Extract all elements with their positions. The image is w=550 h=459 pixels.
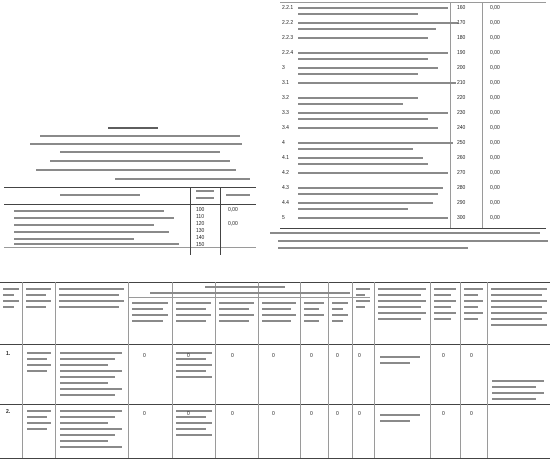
- header-text: [59, 306, 119, 308]
- row-amount: 0,00: [490, 35, 500, 41]
- row-code: 250: [457, 140, 466, 146]
- row-label: [298, 148, 413, 150]
- header-text: [219, 302, 254, 304]
- row-code: 180: [457, 35, 466, 41]
- header-text: [434, 294, 451, 296]
- row-label: [298, 163, 428, 165]
- cell-value: 0: [470, 411, 473, 417]
- header-text: [304, 302, 324, 304]
- cell-value: 0: [358, 411, 361, 417]
- header-text: [132, 302, 168, 304]
- cell-text: [27, 410, 51, 412]
- table-rule: [4, 247, 256, 248]
- column-header-text: [196, 197, 214, 199]
- header-text: [262, 302, 296, 304]
- form-heading-line: [60, 151, 220, 153]
- cell-text: [27, 364, 51, 366]
- cell-text: [60, 422, 108, 424]
- cell-text: [176, 364, 212, 366]
- row-label: [298, 202, 433, 204]
- cell-text: [27, 358, 47, 360]
- row-amount: 0,00: [490, 50, 500, 56]
- cell-text: [176, 416, 206, 418]
- header-text: [378, 306, 421, 308]
- header-text: [26, 306, 46, 308]
- cell-text: [27, 370, 47, 372]
- header-text: [219, 314, 254, 316]
- cell-text: [60, 370, 122, 372]
- cell-value: 0: [231, 411, 234, 417]
- header-text: [491, 300, 547, 302]
- footnote-text: [278, 240, 548, 242]
- row-label: [298, 52, 448, 54]
- row-label: [14, 243, 179, 245]
- cell-value: 0: [336, 353, 339, 359]
- column-header-text: [60, 194, 140, 196]
- row-amount: 0,00: [490, 95, 500, 101]
- row-number: 5: [282, 215, 285, 221]
- header-text: [464, 312, 483, 314]
- cell-text: [176, 434, 212, 436]
- row-label: [14, 217, 174, 219]
- cell-text: [60, 388, 122, 390]
- cell-text: [492, 380, 544, 382]
- row-code: 170: [457, 20, 466, 26]
- cell-text: [60, 394, 115, 396]
- cell-text: [176, 376, 212, 378]
- cell-text: [60, 364, 108, 366]
- row-number: 3.4: [282, 125, 289, 131]
- column-rule: [258, 282, 259, 458]
- cell-text: [27, 428, 47, 430]
- cell-value: 0: [143, 353, 146, 359]
- header-text: [434, 318, 451, 320]
- header-text: [132, 308, 163, 310]
- header-text: [378, 300, 426, 302]
- header-text: [176, 314, 211, 316]
- header-text: [464, 294, 478, 296]
- form-heading-line: [36, 169, 236, 171]
- row-number: 1.: [6, 351, 11, 357]
- row-label: [298, 22, 458, 24]
- row-code: 210: [457, 80, 466, 86]
- row-amount: 0,00: [490, 5, 500, 11]
- row-number: 4.4: [282, 200, 289, 206]
- row-label: [298, 37, 428, 39]
- row-number: 2.2.3: [282, 35, 294, 41]
- header-text: [262, 320, 291, 322]
- row-label: [298, 172, 448, 174]
- row-number: 4: [282, 140, 285, 146]
- header-text: [464, 318, 478, 320]
- row-label: [298, 103, 403, 105]
- form-heading-line: [50, 160, 230, 162]
- cell-text: [60, 416, 115, 418]
- header-text: [176, 302, 211, 304]
- table-border: [128, 297, 370, 298]
- cell-text: [60, 376, 115, 378]
- header-text: [378, 312, 426, 314]
- header-text: [219, 308, 249, 310]
- column-rule: [374, 282, 375, 458]
- column-rule: [172, 282, 173, 458]
- header-text: [132, 314, 168, 316]
- cell-text: [27, 352, 51, 354]
- row-label: [298, 193, 438, 195]
- row-amount: 0,00: [228, 207, 238, 213]
- row-label: [298, 118, 428, 120]
- cell-value: 0: [358, 353, 361, 359]
- table-rule: [4, 204, 256, 205]
- row-label: [298, 127, 438, 129]
- header-text: [464, 300, 483, 302]
- cell-text: [27, 416, 47, 418]
- row-code: 120: [196, 221, 205, 227]
- row-number: 3.3: [282, 110, 289, 116]
- cell-value: 0: [470, 353, 473, 359]
- header-text: [3, 306, 14, 308]
- header-text: [26, 288, 51, 290]
- header-text: [434, 288, 456, 290]
- footnote-text: [270, 232, 540, 234]
- column-rule: [300, 282, 301, 458]
- cell-text: [176, 422, 212, 424]
- row-label: [298, 58, 428, 60]
- header-text: [332, 314, 348, 316]
- column-rule: [430, 282, 431, 458]
- header-text: [464, 288, 483, 290]
- row-amount: 0,00: [490, 185, 500, 191]
- header-text: [176, 320, 206, 322]
- cell-text: [380, 362, 410, 364]
- column-rule: [128, 282, 129, 458]
- row-label: [298, 82, 456, 84]
- header-text: [59, 294, 119, 296]
- row-label: [14, 231, 169, 233]
- row-number: 2.2.4: [282, 50, 294, 56]
- column-header-text: [226, 194, 250, 196]
- row-number: 3.2: [282, 95, 289, 101]
- row-amount: 0,00: [490, 140, 500, 146]
- header-text: [132, 320, 163, 322]
- row-amount: 0,00: [490, 125, 500, 131]
- header-text: [491, 312, 547, 314]
- header-text: [3, 294, 14, 296]
- column-rule: [460, 282, 461, 458]
- row-amount: 0,00: [490, 80, 500, 86]
- header-text: [332, 302, 348, 304]
- row-label: [14, 224, 154, 226]
- cell-value: 0: [187, 411, 190, 417]
- header-text: [434, 306, 451, 308]
- column-rule: [22, 282, 23, 458]
- row-code: 150: [196, 242, 205, 248]
- cell-text: [60, 440, 108, 442]
- row-code: 160: [457, 5, 466, 11]
- header-text: [304, 308, 319, 310]
- group-header: [150, 292, 350, 294]
- table-rule: [280, 2, 546, 3]
- header-text: [356, 306, 365, 308]
- group-header: [205, 286, 285, 288]
- table-rule: [482, 2, 483, 228]
- row-number: 2.: [6, 409, 11, 415]
- row-amount: 0,00: [490, 215, 500, 221]
- cell-value: 0: [231, 353, 234, 359]
- form-heading-line: [108, 127, 158, 129]
- header-text: [3, 300, 19, 302]
- cell-text: [176, 410, 212, 412]
- table-rule: [220, 187, 221, 255]
- cell-value: 0: [143, 411, 146, 417]
- cell-text: [60, 410, 122, 412]
- cell-value: 0: [310, 353, 313, 359]
- cell-text: [27, 422, 51, 424]
- row-amount: 0,00: [490, 65, 500, 71]
- table-border: [0, 404, 550, 405]
- row-code: 290: [457, 200, 466, 206]
- cell-text: [176, 358, 206, 360]
- form-heading-line: [40, 135, 240, 137]
- header-text: [332, 320, 343, 322]
- cell-text: [60, 446, 122, 448]
- row-label: [298, 157, 423, 159]
- header-text: [378, 318, 421, 320]
- header-text: [304, 314, 324, 316]
- row-label: [298, 7, 448, 9]
- column-rule: [352, 282, 353, 458]
- form-heading-line: [115, 178, 250, 180]
- row-label: [298, 67, 438, 69]
- row-number: 4.3: [282, 185, 289, 191]
- header-text: [491, 324, 547, 326]
- column-rule: [215, 282, 216, 458]
- header-text: [219, 320, 249, 322]
- header-text: [491, 318, 542, 320]
- row-code: 200: [457, 65, 466, 71]
- header-text: [59, 288, 124, 290]
- cell-text: [60, 434, 115, 436]
- row-number: 2.2.1: [282, 5, 294, 11]
- row-number: 3: [282, 65, 285, 71]
- row-label: [298, 73, 418, 75]
- column-rule: [55, 282, 56, 458]
- header-text: [176, 308, 206, 310]
- header-text: [26, 300, 51, 302]
- row-code: 100: [196, 207, 205, 213]
- table-rule: [4, 187, 256, 188]
- header-text: [59, 300, 124, 302]
- row-label: [298, 142, 453, 144]
- column-rule: [487, 282, 488, 458]
- cell-text: [60, 428, 122, 430]
- header-text: [3, 288, 19, 290]
- row-amount: 0,00: [490, 155, 500, 161]
- header-text: [491, 306, 542, 308]
- row-code: 190: [457, 50, 466, 56]
- cell-value: 0: [442, 353, 445, 359]
- cell-text: [176, 370, 206, 372]
- table-rule: [280, 228, 546, 229]
- header-text: [304, 320, 319, 322]
- cell-text: [492, 398, 536, 400]
- column-header-text: [196, 190, 214, 192]
- header-text: [378, 288, 426, 290]
- row-code: 110: [196, 214, 204, 220]
- row-label: [298, 112, 448, 114]
- cell-text: [60, 352, 122, 354]
- row-label: [298, 217, 448, 219]
- row-amount: 0,00: [490, 110, 500, 116]
- header-text: [464, 306, 478, 308]
- row-code: 260: [457, 155, 466, 161]
- table-rule: [190, 187, 191, 255]
- row-code: 140: [196, 235, 205, 241]
- table-rule: [450, 2, 451, 228]
- header-text: [378, 294, 421, 296]
- header-text: [491, 288, 547, 290]
- header-text: [262, 314, 296, 316]
- header-text: [356, 288, 370, 290]
- row-amount: 0,00: [490, 200, 500, 206]
- row-label: [14, 210, 164, 212]
- cell-value: 0: [336, 411, 339, 417]
- table-border: [0, 344, 550, 345]
- row-code: 240: [457, 125, 466, 131]
- row-code: 280: [457, 185, 466, 191]
- row-label: [298, 187, 443, 189]
- row-amount: 0,00: [490, 170, 500, 176]
- row-label: [298, 97, 418, 99]
- header-text: [434, 300, 456, 302]
- cell-value: 0: [187, 353, 190, 359]
- header-text: [262, 308, 291, 310]
- header-text: [356, 294, 365, 296]
- cell-value: 0: [310, 411, 313, 417]
- row-label: [14, 238, 134, 240]
- cell-text: [492, 386, 536, 388]
- header-text: [26, 294, 46, 296]
- header-text: [332, 308, 343, 310]
- cell-text: [380, 414, 420, 416]
- row-code: 130: [196, 228, 205, 234]
- cell-value: 0: [442, 411, 445, 417]
- form-heading-line: [30, 143, 242, 145]
- row-label: [298, 13, 418, 15]
- row-number: 3.1: [282, 80, 289, 86]
- header-text: [434, 312, 456, 314]
- row-label: [298, 28, 436, 30]
- cell-text: [60, 358, 115, 360]
- row-code: 300: [457, 215, 466, 221]
- cell-text: [60, 382, 108, 384]
- cell-value: 0: [272, 411, 275, 417]
- row-label: [298, 208, 408, 210]
- row-amount: 0,00: [228, 221, 238, 227]
- row-code: 220: [457, 95, 466, 101]
- row-number: 4.2: [282, 170, 289, 176]
- column-rule: [328, 282, 329, 458]
- cell-text: [380, 356, 420, 358]
- cell-text: [380, 420, 410, 422]
- cell-text: [492, 392, 544, 394]
- row-number: 4.1: [282, 155, 289, 161]
- table-border: [0, 282, 550, 283]
- cell-value: 0: [272, 353, 275, 359]
- header-text: [491, 294, 542, 296]
- cell-text: [176, 352, 212, 354]
- cell-text: [176, 428, 206, 430]
- header-text: [356, 300, 370, 302]
- row-number: 2.2.2: [282, 20, 294, 26]
- row-code: 270: [457, 170, 466, 176]
- row-amount: 0,00: [490, 20, 500, 26]
- footnote-text: [278, 247, 468, 249]
- row-code: 230: [457, 110, 466, 116]
